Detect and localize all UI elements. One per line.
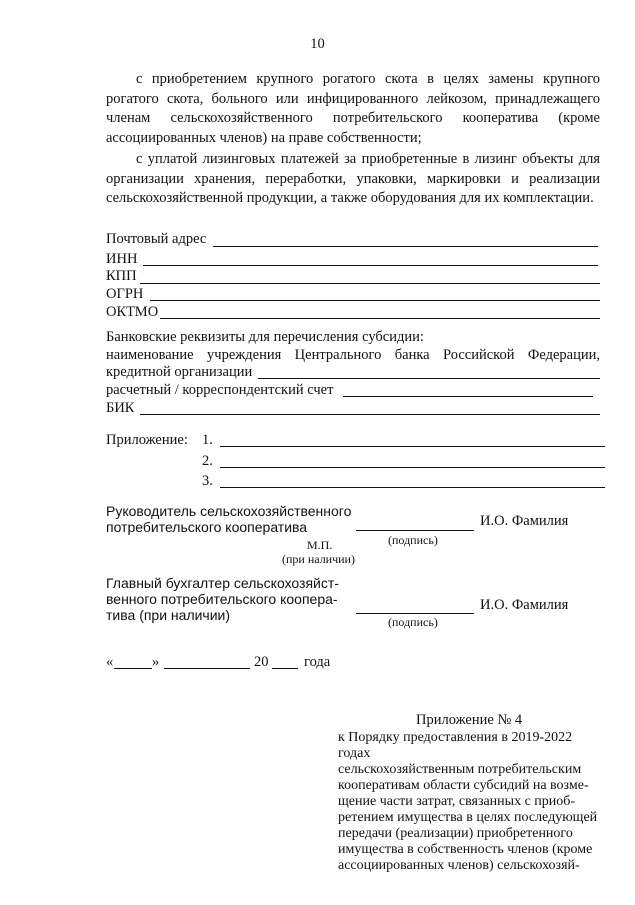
head-signature-caption: (подпись) bbox=[388, 533, 438, 547]
appendix-line: ретением имущества в целях последующей bbox=[338, 810, 598, 825]
bank-heading: Банковские реквизиты для перечисления субсидии: bbox=[106, 329, 424, 345]
attachment-line-2[interactable] bbox=[220, 467, 605, 468]
inn-line[interactable] bbox=[143, 265, 598, 266]
attachment-number-1: 1. bbox=[202, 432, 213, 448]
accountant-signature-caption: (подпись) bbox=[388, 615, 438, 629]
accountant-name: И.О. Фамилия bbox=[480, 597, 569, 613]
bank-name-line[interactable] bbox=[258, 378, 600, 379]
stamp-label: М.П. bbox=[307, 538, 333, 552]
page-number: 10 bbox=[310, 36, 325, 52]
date-month-line[interactable] bbox=[164, 668, 250, 669]
appendix-line: сельскохозяйственным потребительским bbox=[338, 762, 582, 777]
postal-address-label: Почтовый адрес bbox=[106, 231, 207, 247]
bik-line[interactable] bbox=[140, 414, 600, 415]
date-open-quote: « bbox=[106, 654, 114, 670]
head-title-line1: Руководитель сельскохозяйственного bbox=[106, 503, 352, 519]
kpp-label: КПП bbox=[106, 268, 137, 284]
bank-name-label-line2: кредитной организации bbox=[106, 364, 253, 380]
attachment-number-2: 2. bbox=[202, 453, 213, 469]
ogrn-line[interactable] bbox=[150, 300, 600, 301]
appendix-line: передачи (реализации) приобретенного bbox=[338, 826, 573, 841]
date-year-suffix: года bbox=[304, 654, 331, 670]
attachment-line-3[interactable] bbox=[220, 487, 605, 488]
appendix-line: имущества в собственность членов (кроме bbox=[338, 842, 593, 857]
postal-address-line[interactable] bbox=[213, 246, 598, 247]
appendix-line: кооперативам области субсидий на возме- bbox=[338, 778, 589, 793]
account-label: расчетный / корреспондентский счет bbox=[106, 382, 334, 398]
paragraph-leasing-text: с уплатой лизинговых платежей за приобретенные в лизинг объекты для организации хранения, переработки, упаковки, маркировки и реализации сельскохозяйственной продукции, а также оборудования для их комплектации. bbox=[106, 151, 600, 206]
appendix-title: Приложение № 4 bbox=[416, 712, 523, 728]
head-title-line2: потребительского кооператива bbox=[106, 519, 308, 535]
appendix-line: к Порядку предоставления в 2019-2022 годах bbox=[338, 730, 573, 761]
attachment-line-1[interactable] bbox=[220, 446, 605, 447]
head-name: И.О. Фамилия bbox=[480, 513, 569, 529]
kpp-line[interactable] bbox=[140, 283, 600, 284]
ogrn-label: ОГРН bbox=[106, 286, 144, 302]
accountant-title-line1: Главный бухгалтер сельскохозяйст- bbox=[106, 575, 339, 591]
accountant-signature-line[interactable] bbox=[356, 613, 474, 614]
attachment-number-3: 3. bbox=[202, 473, 213, 489]
paragraph-leasing bbox=[106, 150, 600, 209]
inn-label: ИНН bbox=[106, 251, 138, 267]
date-year-line[interactable] bbox=[272, 668, 298, 669]
date-year-prefix: 20 bbox=[254, 654, 269, 670]
accountant-title-line2: венного потребительского коопера- bbox=[106, 591, 338, 607]
date-day-line[interactable] bbox=[114, 668, 152, 669]
paragraph-livestock-text: с приобретением крупного рогатого скота в целях замены крупного рогатого скота, больного или инфицированного лейкозом, принадлежащего членам сельскохозяйственного потребительского кооператива (кроме ассоциированных членов) на праве собственности; bbox=[106, 71, 600, 146]
appendix-line: ассоциированных членов) сельскохозяй- bbox=[338, 858, 580, 873]
accountant-title-line3: тива (при наличии) bbox=[106, 607, 231, 623]
bik-label: БИК bbox=[106, 400, 135, 416]
stamp-note: (при наличии) bbox=[282, 552, 355, 566]
account-line[interactable] bbox=[343, 396, 593, 397]
head-signature-line[interactable] bbox=[356, 530, 474, 531]
appendix-line: щение части затрат, связанных с приоб- bbox=[338, 794, 576, 809]
oktmo-label: ОКТМО bbox=[106, 304, 159, 320]
bank-name-label-line1: наименование учреждения Центрального банка Российской Федерации, bbox=[106, 347, 600, 363]
oktmo-line[interactable] bbox=[160, 318, 600, 319]
date-close-quote: » bbox=[152, 654, 160, 670]
paragraph-livestock bbox=[106, 70, 600, 148]
attachments-label: Приложение: bbox=[106, 432, 188, 448]
appendix-description bbox=[338, 730, 603, 874]
